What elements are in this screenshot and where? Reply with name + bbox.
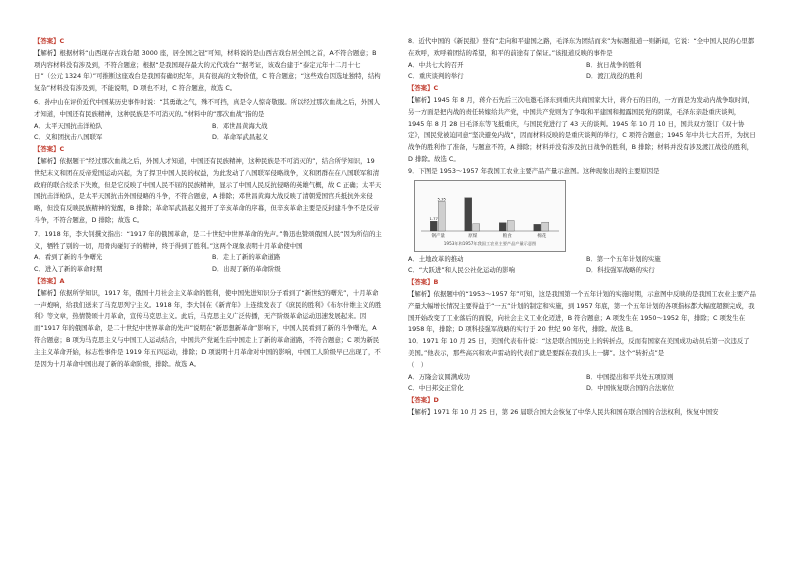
question-9-stem: 9．下图是 1953～1957 年我国工农业主要产品产量示意图。这种现象出现的主要原因是 (408, 166, 660, 175)
question-6-stem: 6．孙中山在评价近代中国某历史事件时说：“其勇敢之气，殊不可挡，真是令人惊奇敬服。所以经过那次血战之后，外国人才知道，中国还有民族精神，这种民族是不可消灭的。”材料中的“那次血战”指的是 (34, 97, 381, 118)
option-9d: D．科技强军战略的实行 (586, 266, 655, 275)
answer-q5: 【答案】C (34, 37, 65, 45)
analysis-q8: 【解析】1945 年 8 月，蒋介石先后三次电邀毛泽东到重庆共商国家大计，蒋介石的目的，一方面是为发动内战争取时间，另一方面是把内战的责任转嫁给共产党，中国共产党则为了争取和平建国和揭露国民党的阴谋，毛泽东亲赴重庆谈判，1945 年 8 月 28 日毛泽东等飞抵重庆，与国民党进行了 43 天的谈判。1945 年 10 月 10 日，国共双方签订《双十协定》，国民党被迫同意“坚决避免内战”，因而材料反映的是重庆谈判的举行，C 项符合题意；1945 年中共七大召开，为抗日战争的胜利作了准备，与题意不符，A 排除；材料并没有涉及抗日战争的胜利，B 排除；材料并没有涉及渡江战役的胜利，D 排除。故选 C。 (408, 95, 756, 163)
question-10-options (408, 372, 756, 396)
answer-q10: 【答案】D (408, 396, 439, 405)
left-column (34, 36, 382, 370)
option-10b: B．中国提出和平共处五项原则 (586, 372, 674, 381)
analysis-q5: 【解析】根据材料“山西现存古戏台超 3000 座，居全国之冠”可知，材料说的是山西古戏台居全国之首，A不符合题意；B 项内容材料没有涉及到，不符合题意；根据“是我国现存最大的元代戏台”“据考证，该戏台建于“泰定元年十二月十七日”（公元 1324 年）”可推断这座戏台是我国有确切纪年，具有很高的文物价值，C 符合题意；“这些戏台因选址独特，结构复杂”材料没有涉及到，不能说明，D 项也不对，C 符合题意，故选 C。 (34, 48, 381, 93)
question-10-stem: 10．1971 年 10 月 25 日，美国代表布什说：“这是联合国历史上的转折点，反而有国家在美国成功动员后第一次违反了美国。”他表示，那些高兴和欢声雷动的代表们“就是要踩在我们头上一脚”。这个“转折点”是 (408, 337, 750, 357)
option-6a: A．太平天国抗击洋枪队 (34, 121, 103, 130)
question-8-stem: 8．近代中国的《新民报》登有“走向和平建国之路，毛泽东为团结而来”为标题报道一则新闻，它说：“全中国人民的心里都在欢呼，欢呼着团结的希望，和平的前途有了保证。”该报道反映的事件是 (408, 37, 755, 57)
analysis-q10: 【解析】1971 年 10 月 25 日，第 26 届联合国大会恢复了中华人民共和国在联合国的合法权利，恢复中国安 (408, 407, 719, 416)
answer-q6: 【答案】C (34, 145, 65, 154)
option-10a: A．万隆会议圆满成功 (408, 372, 470, 381)
question-10-paren: （ ） (408, 360, 428, 369)
bar-钢产量-0 (430, 221, 437, 231)
data-label-1: 5.35 (437, 195, 446, 201)
right-column (408, 36, 756, 419)
tick-label-原煤: 原煤 (468, 233, 478, 239)
analysis-q6: 【解析】依据题干“经过那次血战之后，外国人才知道，中国还有民族精神，这种民族是不可消灭的”，结合所学知识，19 世纪末义和团在反帝爱国运动兴起，为了捍卫中国人民的权益，为此发动了八国联军侵略战争，义和团群在在八国联军和清政府的联合绞杀下失败，但是它反映了中国人民不屈的民族精神，显示了中国人民反抗侵略的英雄气概，故 C 正确；太平天国抗击洋枪队，是太平天国抗击外国侵略的斗争，不符合题意，A 排除；邓世昌黄海大战反映了清朝爱国官兵抵抗外来侵略，但没有反映民族精神的觉醒，B 排除；革命军武昌起义揭开了辛亥革命的序幕，但辛亥革命主要是反封建斗争不是反帝斗争，不符合题意，D 排除；故选 C。 (34, 156, 382, 224)
question-6-options (34, 121, 382, 145)
question-7-options (34, 252, 382, 276)
option-7c: C．进入了新的革命时期 (34, 265, 103, 274)
option-8d: D．渡江战役的胜利 (586, 72, 643, 81)
answer-q7: 【答案】A (34, 276, 65, 285)
tick-label-棉花: 棉花 (537, 233, 547, 239)
bar-棉花-0 (534, 224, 541, 231)
option-10c: C．中日邦交正常化 (408, 384, 464, 393)
option-9a: A．土地改革的推动 (408, 254, 464, 263)
question-7-stem: 7．1918 年，李大钊撰文指出：“1917 年的俄国革命，是二十世纪中世界革命的先声。”鲁迅也赞颂俄国人民“因为所信的主义，牺牲了别的一切，用骨肉碰钉子的精神，终于得到了胜利。”这两个现象表明十月革命使中国 (34, 229, 382, 250)
question-8-options (408, 60, 756, 84)
bar-粮食-0 (499, 222, 506, 230)
bar-原煤-1 (473, 223, 480, 230)
analysis-q7: 【解析】依据所学知识，1917 年，俄国十月社会主义革命的胜利，使中国先进知识分子看到了“新世纪的曙光”，十月革命一声炮响，给我们送来了马克思列宁主义。1918 年，李大钊在《新青年》上连续发表了《庶民的胜利》《布尔什维主义的胜利》等文章，热情赞颂十月革命，宣传马克思主义。此后，马克思主义广泛传播，无产阶级革命运动迅速发展起来。因而“1917 年的俄国革命，是二十世纪中世界革命的先声”说明在“新思想新革命”影响下，中国人民看到了新的斗争曙光，A 符合题意；B 项为马克思主义与中国工人运动结合，中国共产党诞生后中国走上了新的革命道路，不符合题意；C 项为新民主主义革命开始，标志性事件是 1919 年五四运动，排除；D 项说明十月革命对中国的影响，中国工人阶级早已出现了，不是因为十月革命中国出现了新的革命阶级，排除。故选 A。 (34, 288, 382, 368)
question-9-options (408, 254, 756, 278)
production-chart (414, 180, 566, 252)
answer-q9: 【答案】B (408, 278, 439, 287)
tick-label-粮食: 粮食 (502, 233, 512, 239)
bar-钢产量-1 (438, 201, 445, 231)
option-6b: B．邓世昌黄海大战 (212, 121, 268, 130)
bar-原煤-0 (465, 197, 472, 230)
analysis-q9: 【解析】依据题中的“1953～1957 年”可知，这是我国第一个五年计划的实施时期，示意图中反映的是我国工农业主要产品产量大幅增长情况主要得益于“一五”计划的制定和实施，到 1957 年底，第一个五年计划的各项指标都大幅度超额完成，我国开始改变了工业落后的面貌，向社会主义工业化迈进，B 符合题意；A 项发生在 1950～1952 年，排除；C 项发生在 1958 年，排除；D 项科技强军战略的实行于 20 世纪 90 年代，排除。故选 B。 (408, 289, 756, 334)
option-9b: B．第一个五年计划的实施 (586, 254, 661, 263)
bar-棉花-1 (542, 222, 549, 231)
option-9c: C．“大跃进”和人民公社化运动的影响 (408, 266, 515, 275)
bar-粮食-1 (507, 220, 514, 231)
chart-caption: 1953年和1957年我国工农业主要产品产量示意图 (443, 240, 537, 246)
tick-label-钢产量: 钢产量 (431, 233, 445, 239)
option-6c: C．义和团抗击八国联军 (34, 133, 103, 142)
answer-q8: 【答案】C (408, 84, 439, 93)
option-7d: D．出现了新的革命阶级 (212, 265, 281, 274)
option-6d: D．革命军武昌起义 (212, 133, 269, 142)
option-7b: B．走上了新的革命道路 (212, 253, 281, 262)
option-10d: D．中国恢复联合国的合法席位 (586, 384, 674, 393)
option-8c: C．重庆谈判的举行 (408, 72, 464, 81)
data-label-0: 1.77 (429, 215, 438, 221)
option-8a: A．中共七大的召开 (408, 60, 464, 69)
production-chart-svg (421, 191, 559, 239)
option-7a: A．看到了新的斗争曙光 (34, 253, 103, 262)
option-8b: B．抗日战争的胜利 (586, 60, 642, 69)
